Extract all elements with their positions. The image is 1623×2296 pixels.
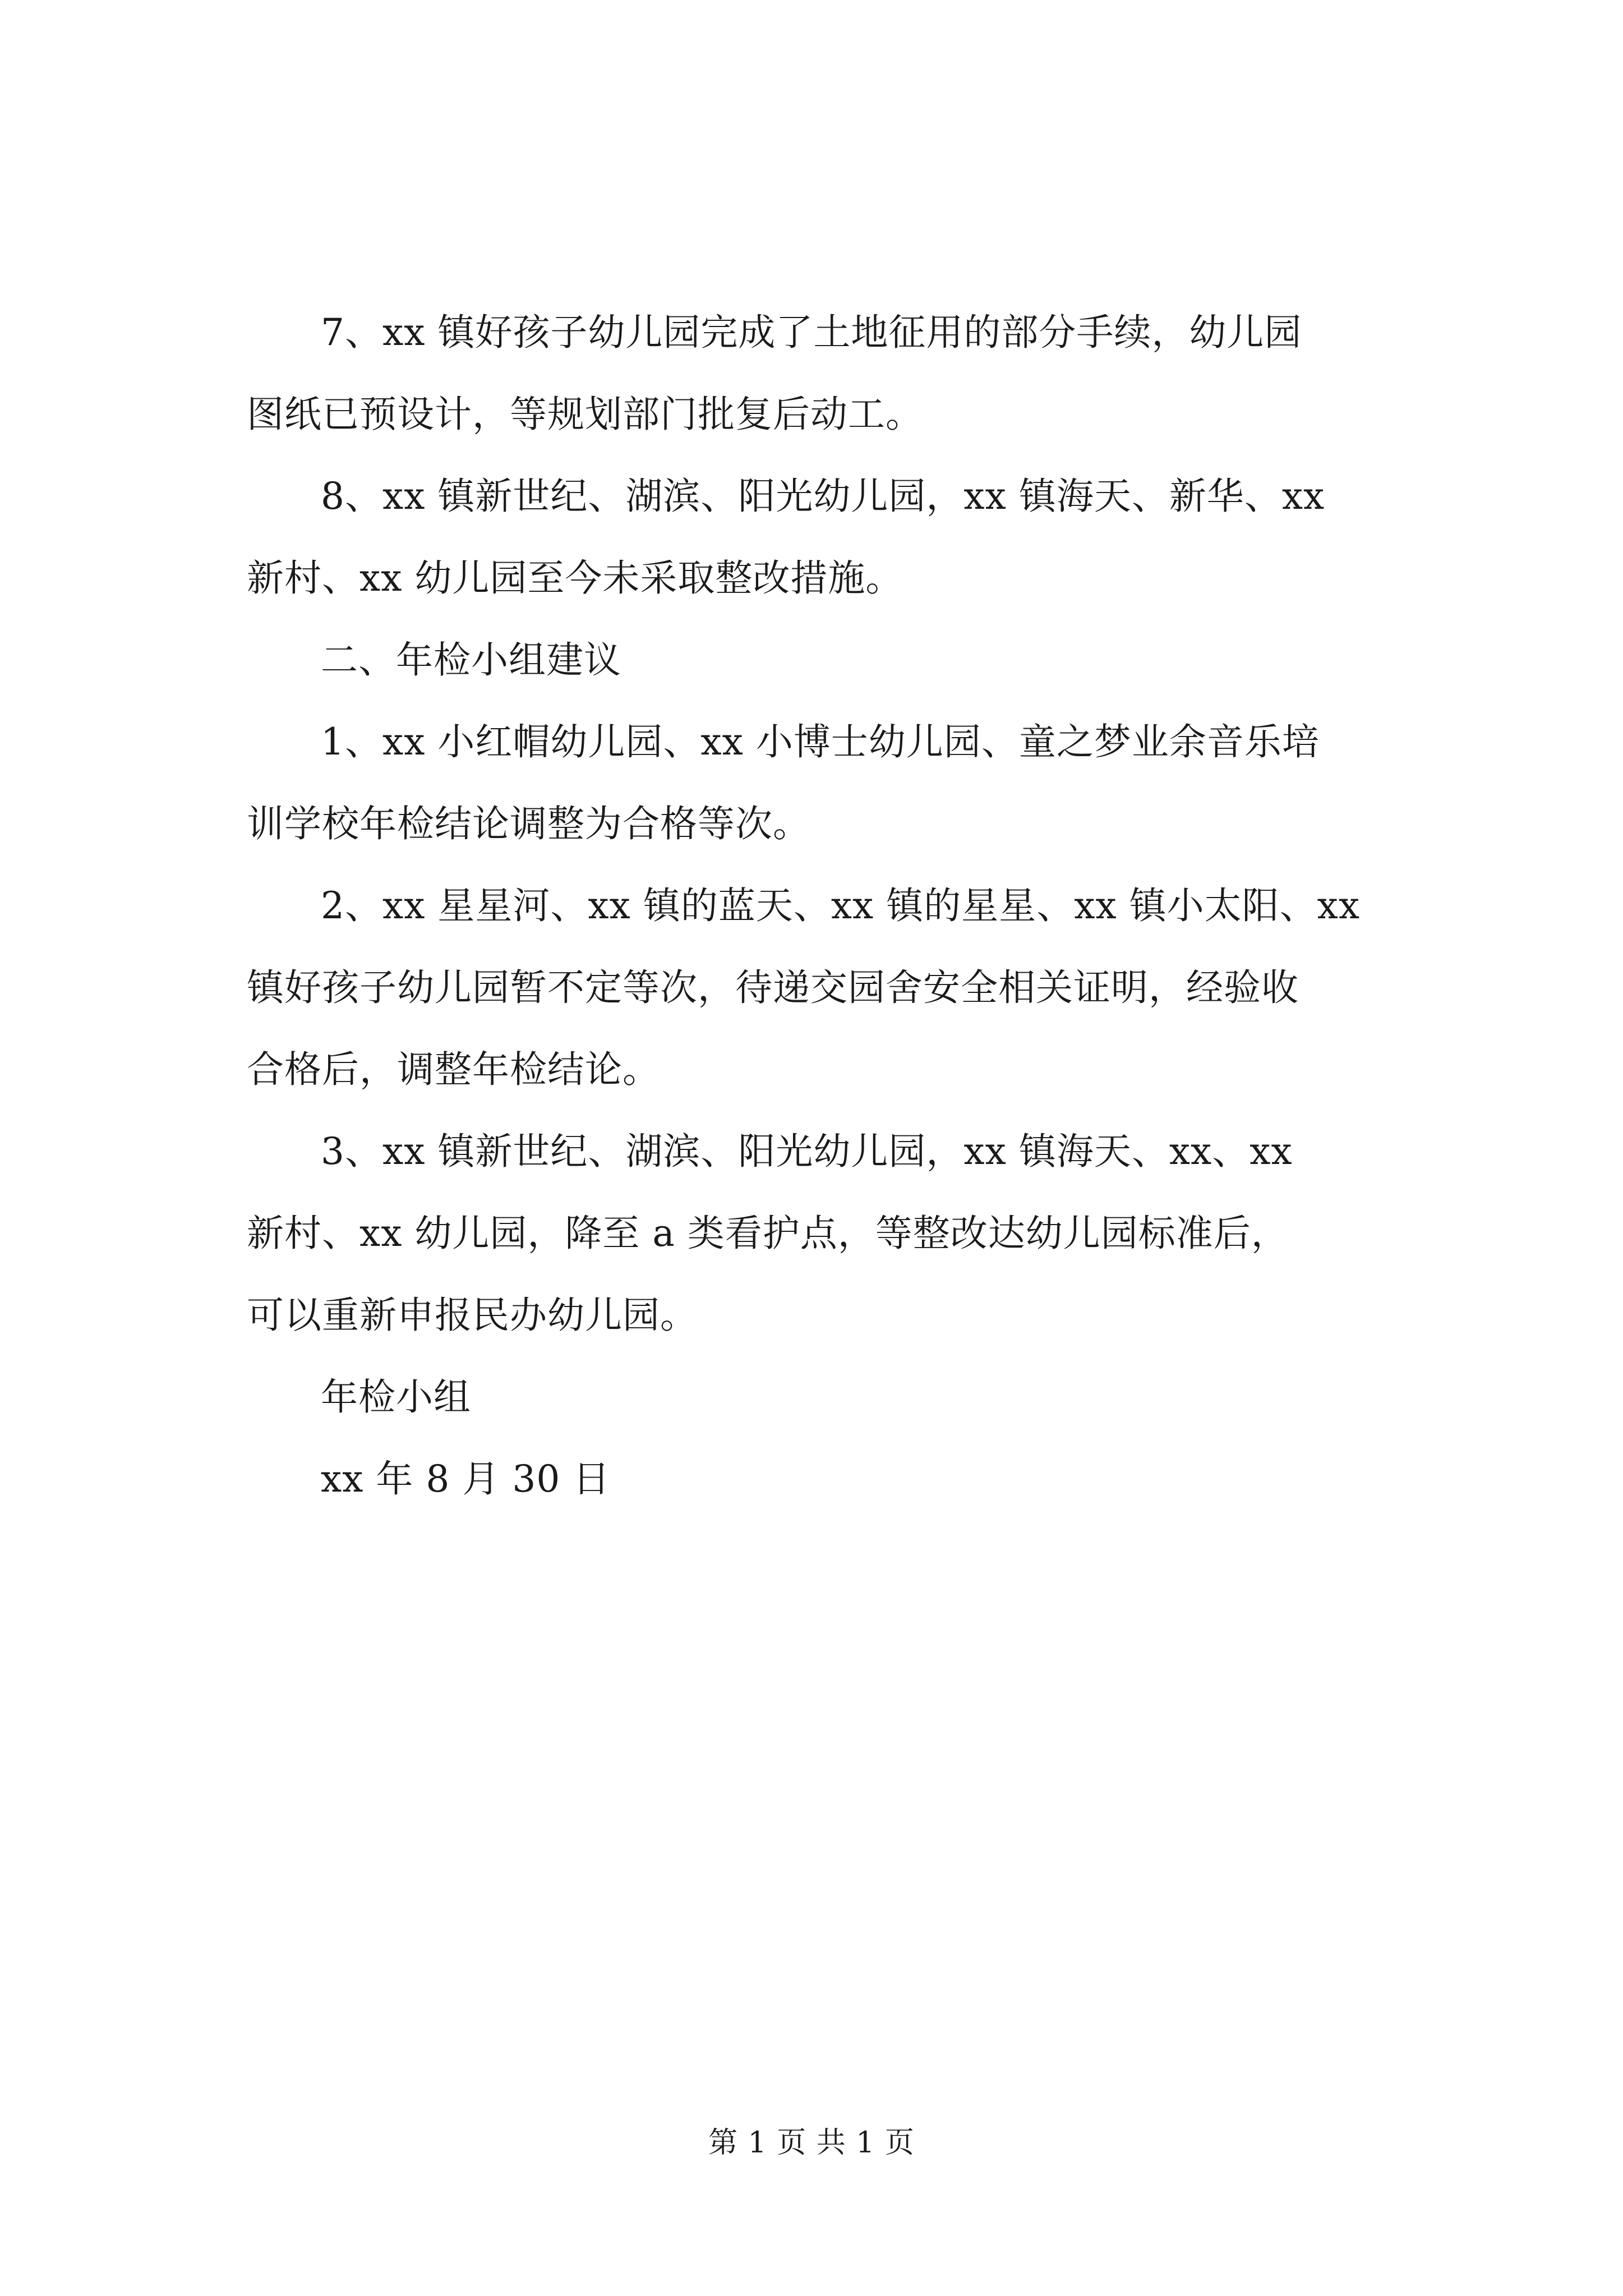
line-3: 8、xx 镇新世纪、湖滨、阳光幼儿园，xx 镇海天、新华、xx — [321, 475, 1325, 518]
signature-date: xx 年 8 月 30 日 — [321, 1457, 611, 1501]
section-heading: 二、年检小组建议 — [321, 638, 621, 682]
line-9: 镇好孩子幼儿园暂不定等次，待递交园舍安全相关证明，经验收 — [247, 966, 1299, 1009]
line-7: 训学校年检结论调整为合格等次。 — [247, 802, 810, 845]
line-8: 2、xx 星星河、xx 镇的蓝天、xx 镇的星星、xx 镇小太阳、xx — [321, 884, 1361, 927]
document-body — [247, 292, 1469, 1520]
line-11: 3、xx 镇新世纪、湖滨、阳光幼儿园，xx 镇海天、xx、xx — [321, 1130, 1293, 1173]
signature-group: 年检小组 — [321, 1375, 471, 1419]
line-6: 1、xx 小红帽幼儿园、xx 小博士幼儿园、童之梦业余音乐培 — [321, 720, 1320, 763]
page-footer — [0, 2120, 1623, 2165]
line-1: 7、xx 镇好孩子幼儿园完成了土地征用的部分手续，幼儿园 — [321, 311, 1302, 354]
line-12: 新村、xx 幼儿园，降至 a 类看护点，等整改达幼儿园标准后， — [247, 1212, 1289, 1255]
page-number-label: 第 1 页 共 1 页 — [708, 2126, 915, 2160]
line-4: 新村、xx 幼儿园至今未采取整改措施。 — [247, 556, 903, 600]
line-2: 图纸已预设计，等规划部门批复后动工。 — [247, 393, 923, 436]
line-10: 合格后，调整年检结论。 — [247, 1048, 660, 1091]
line-13: 可以重新申报民办幼儿园。 — [247, 1294, 698, 1337]
